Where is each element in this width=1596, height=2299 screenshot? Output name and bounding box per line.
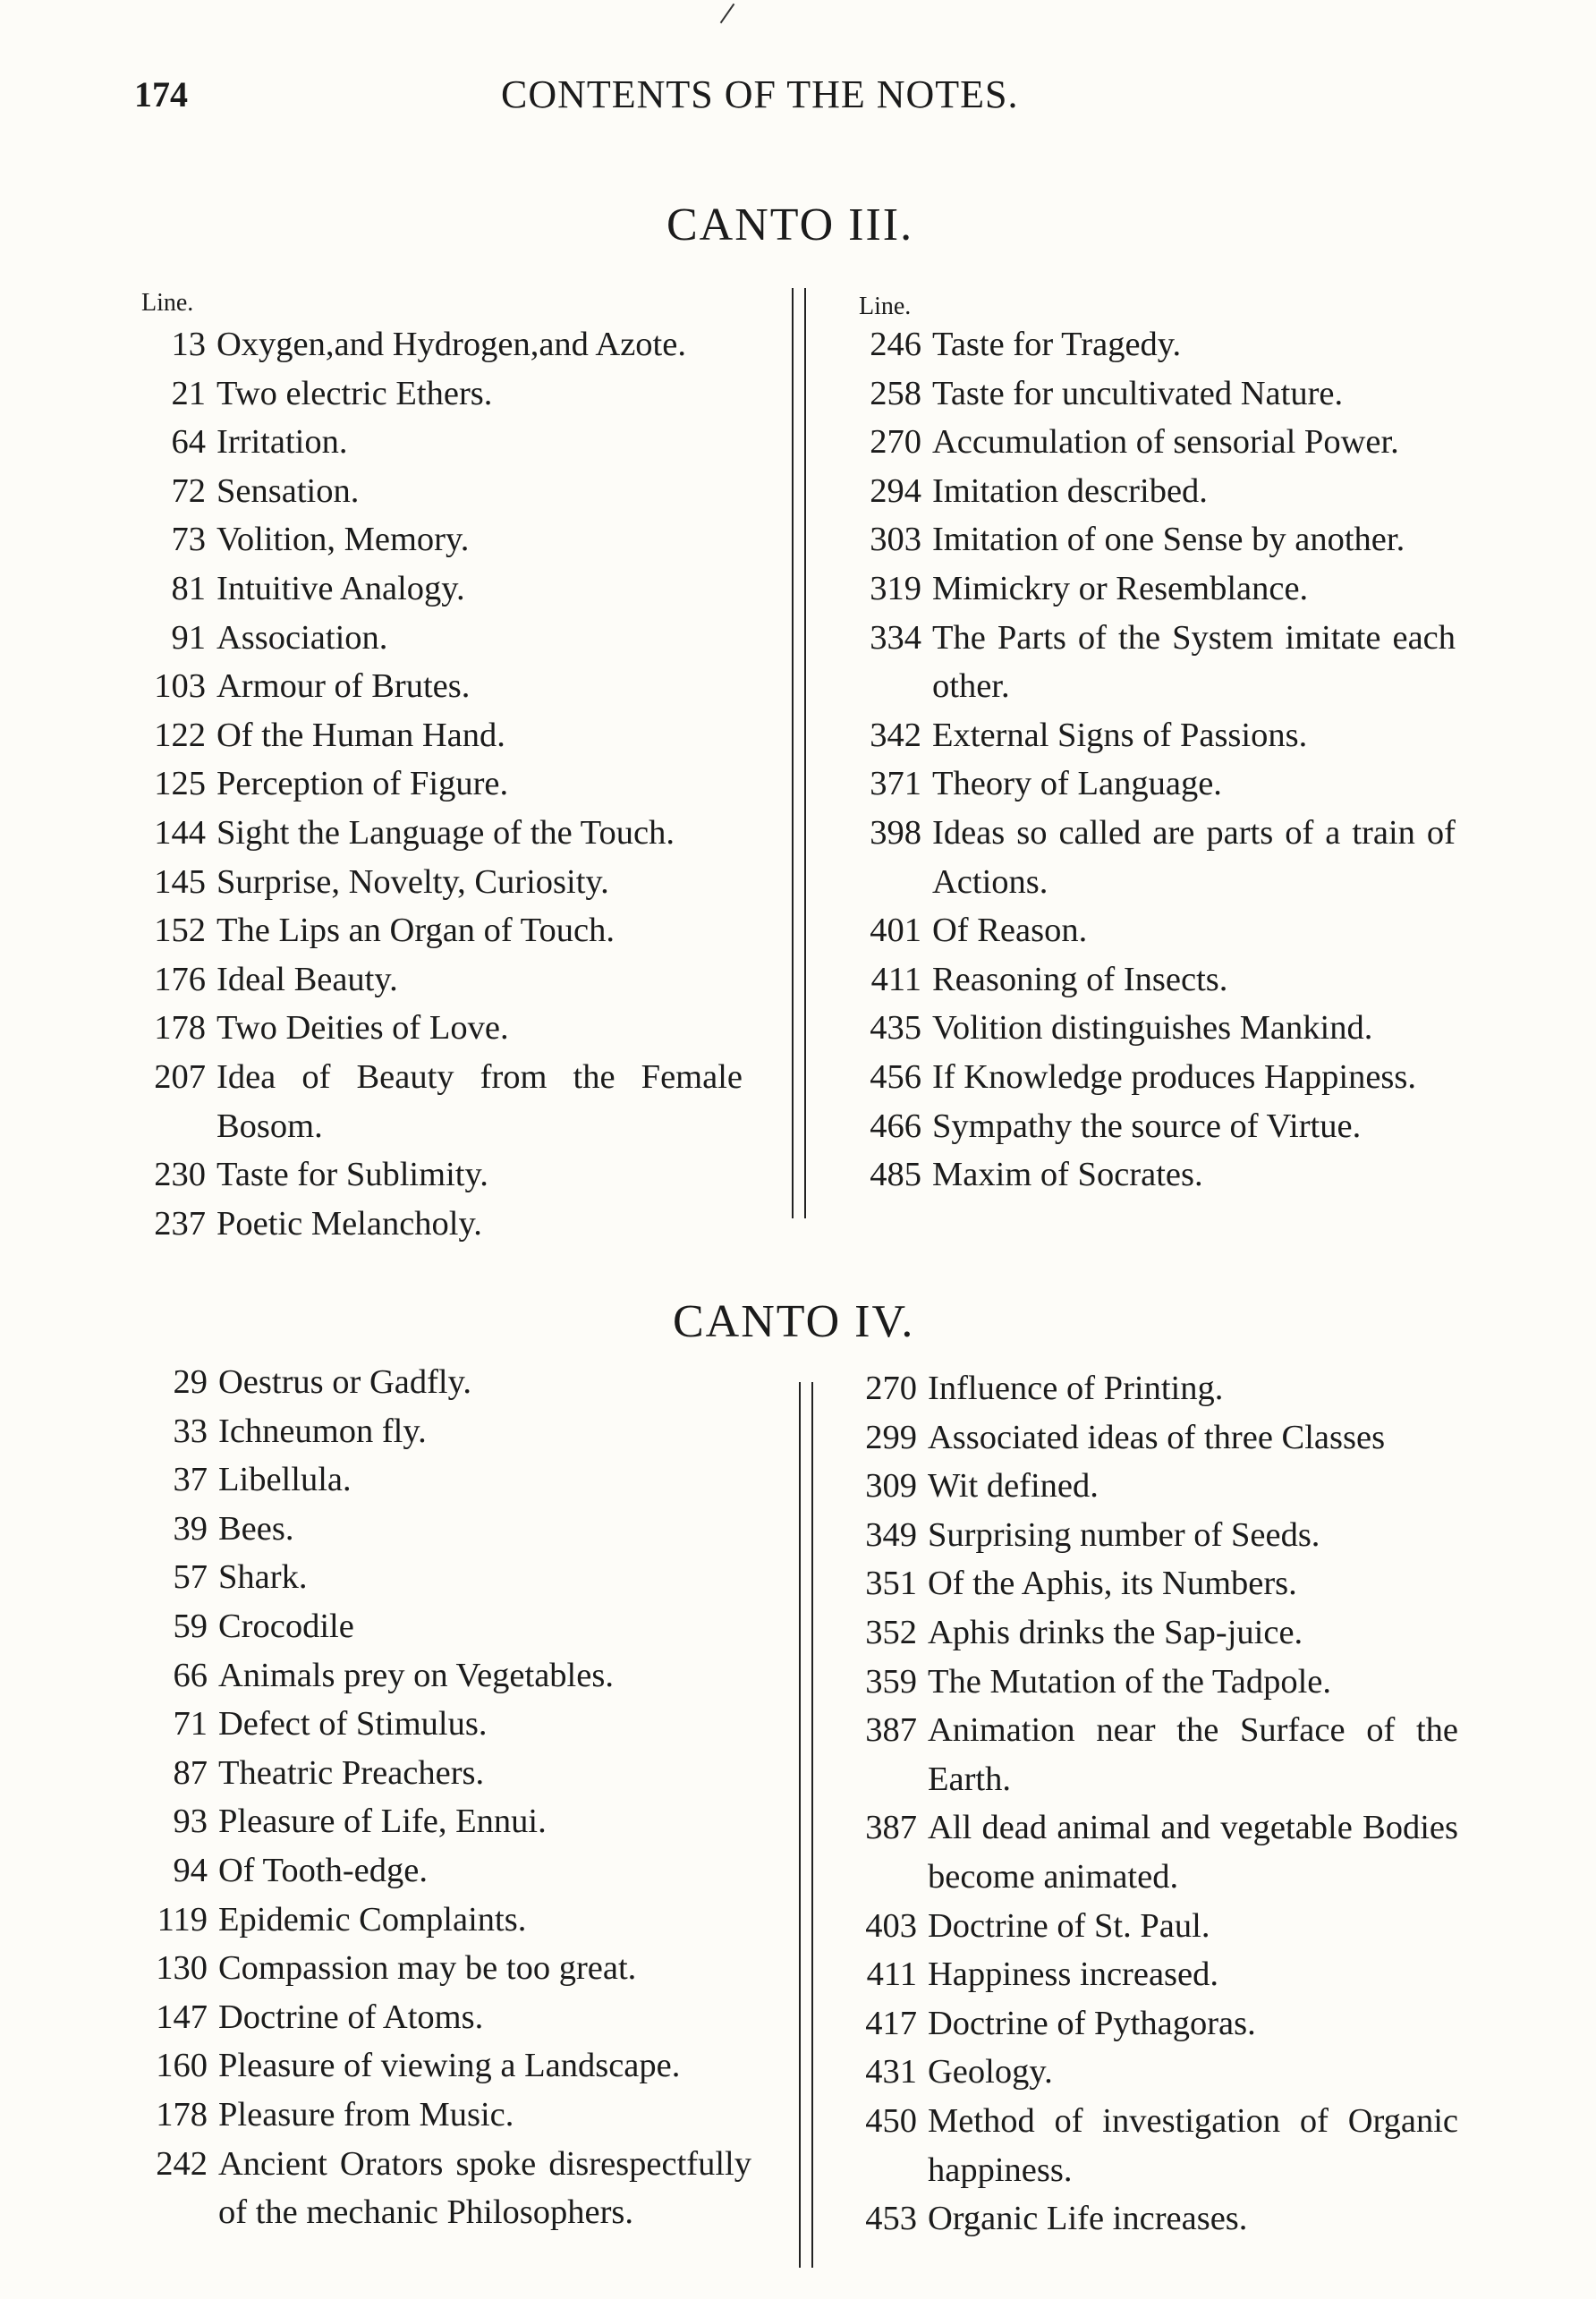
- entry-title: Armour of Brutes.: [216, 667, 471, 706]
- contents-entry: [134, 1150, 743, 1200]
- line-number: 294: [870, 471, 921, 510]
- canto-iii-left-column: [134, 320, 743, 1248]
- contents-entry: [134, 2140, 751, 2237]
- contents-entry: [854, 614, 1456, 711]
- entry-title: Associated ideas of three Classes: [928, 1418, 1386, 1456]
- contents-entry: [134, 1200, 743, 1249]
- line-number: 73: [171, 521, 206, 559]
- line-number: 160: [156, 2047, 208, 2085]
- line-number: 178: [156, 2095, 208, 2134]
- contents-entry: [854, 809, 1456, 906]
- contents-entry: [850, 1462, 1458, 1511]
- contents-entry: [134, 515, 743, 564]
- contents-entry: [850, 1902, 1458, 1951]
- line-number: 64: [171, 423, 206, 462]
- entry-title: The Parts of the System imitate each other.: [932, 618, 1456, 706]
- line-number: 242: [156, 2144, 208, 2183]
- contents-entry: [850, 1950, 1458, 1999]
- line-number: 91: [171, 618, 206, 657]
- entry-title: Imitation described.: [932, 471, 1208, 510]
- entry-title: Sensation.: [216, 471, 360, 510]
- entry-title: External Signs of Passions.: [932, 716, 1308, 754]
- line-number: 319: [870, 569, 921, 607]
- contents-entry: [134, 2091, 751, 2140]
- page-number: 174: [134, 74, 188, 115]
- entry-title: Of the Aphis, its Numbers.: [928, 1565, 1297, 1603]
- line-number: 435: [870, 1009, 921, 1048]
- contents-entry: [134, 1896, 751, 1945]
- line-number: 21: [171, 374, 206, 412]
- entry-title: Irritation.: [216, 423, 348, 462]
- line-number: 401: [870, 912, 921, 950]
- line-number: 351: [865, 1565, 917, 1603]
- line-number: 417: [865, 2004, 917, 2042]
- contents-entry: [134, 1993, 751, 2042]
- line-number: 144: [154, 813, 206, 852]
- contents-entry: [134, 1004, 743, 1053]
- entry-title: Animation near the Surface of the Earth.: [928, 1711, 1458, 1798]
- contents-entry: [854, 418, 1456, 467]
- entry-title: Ideas so called are parts of a train of Actions.: [932, 813, 1456, 901]
- column-divider-canto-iv: [799, 1382, 813, 2268]
- line-number: 456: [870, 1057, 921, 1096]
- contents-entry: [854, 1102, 1456, 1151]
- entry-title: Imitation of one Sense by another.: [932, 521, 1405, 559]
- line-number: 258: [870, 374, 921, 412]
- line-number: 349: [865, 1515, 917, 1554]
- entry-title: The Mutation of the Tadpole.: [928, 1662, 1332, 1701]
- contents-entry: [134, 906, 743, 955]
- entry-title: Two Deities of Love.: [216, 1009, 509, 1048]
- contents-entry: [134, 1455, 751, 1505]
- line-number: 450: [865, 2101, 917, 2140]
- contents-entry: [134, 1797, 751, 1846]
- contents-entry: [134, 1358, 751, 1407]
- line-number: 81: [171, 569, 206, 607]
- line-number: 125: [154, 765, 206, 803]
- entry-title: The Lips an Organ of Touch.: [216, 912, 615, 950]
- canto-iii-right-column: [854, 320, 1456, 1200]
- entry-title: All dead animal and vegetable Bodies become animated.: [928, 1809, 1458, 1896]
- entry-title: Two electric Ethers.: [216, 374, 493, 412]
- line-number: 59: [173, 1607, 208, 1645]
- line-number: 93: [173, 1803, 208, 1841]
- contents-entry: [850, 1413, 1458, 1463]
- entry-title: Pleasure of viewing a Landscape.: [218, 2047, 681, 2085]
- column-divider-canto-iii: [792, 288, 806, 1218]
- contents-entry: [854, 320, 1456, 369]
- contents-entry: [134, 320, 743, 369]
- entry-title: Taste for Sublimity.: [216, 1156, 488, 1194]
- entry-title: Influence of Printing.: [928, 1370, 1224, 1407]
- entry-title: Theory of Language.: [932, 765, 1222, 803]
- entry-title: Of Reason.: [932, 912, 1088, 950]
- entry-title: Of Tooth-edge.: [218, 1851, 428, 1889]
- contents-entry: [854, 759, 1456, 809]
- line-number: 371: [870, 765, 921, 803]
- line-column-label-left: Line.: [141, 289, 194, 317]
- contents-entry: [134, 467, 743, 516]
- entry-title: Oestrus or Gadfly.: [218, 1363, 471, 1401]
- entry-title: Defect of Stimulus.: [218, 1705, 488, 1743]
- entry-title: Of the Human Hand.: [216, 716, 505, 754]
- contents-entry: [850, 1364, 1458, 1413]
- contents-entry: [134, 369, 743, 419]
- contents-entry: [850, 2048, 1458, 2097]
- contents-entry: [850, 1706, 1458, 1803]
- entry-title: Surprise, Novelty, Curiosity.: [216, 862, 609, 901]
- entry-title: Association.: [216, 618, 388, 657]
- line-number: 303: [870, 521, 921, 559]
- entry-title: Oxygen,and Hydrogen,and Azote.: [216, 326, 686, 363]
- contents-entry: [134, 1700, 751, 1749]
- line-number: 147: [156, 1998, 208, 2036]
- entry-title: Organic Life increases.: [928, 2200, 1248, 2238]
- pen-mark: [720, 4, 735, 23]
- contents-entry: [134, 662, 743, 711]
- contents-entry: [854, 1053, 1456, 1102]
- line-number: 270: [865, 1370, 917, 1407]
- contents-entry: [134, 1944, 751, 1993]
- contents-entry: [850, 1559, 1458, 1608]
- entry-title: Volition, Memory.: [216, 521, 470, 559]
- line-number: 207: [154, 1057, 206, 1096]
- line-number: 66: [173, 1656, 208, 1694]
- contents-entry: [134, 955, 743, 1005]
- entry-title: Geology.: [928, 2053, 1053, 2091]
- line-number: 299: [865, 1418, 917, 1456]
- entry-title: Crocodile: [218, 1607, 354, 1645]
- contents-entry: [854, 1150, 1456, 1200]
- entry-title: Accumulation of sensorial Power.: [932, 423, 1399, 462]
- contents-entry: [854, 711, 1456, 760]
- canto-iv-left-column: [134, 1358, 751, 2237]
- contents-entry: [134, 1407, 751, 1456]
- line-number: 466: [870, 1107, 921, 1145]
- entry-title: Compassion may be too great.: [218, 1949, 637, 1988]
- line-number: 103: [154, 667, 206, 706]
- contents-entry: [134, 564, 743, 614]
- entry-title: Ideal Beauty.: [216, 960, 398, 998]
- contents-entry: [134, 418, 743, 467]
- contents-entry: [134, 711, 743, 760]
- entry-title: Intuitive Analogy.: [216, 569, 465, 607]
- line-number: 94: [173, 1851, 208, 1889]
- line-number: 334: [870, 618, 921, 657]
- contents-entry: [850, 1658, 1458, 1707]
- line-number: 411: [866, 1955, 917, 1994]
- contents-entry: [854, 906, 1456, 955]
- entry-title: If Knowledge produces Happiness.: [932, 1057, 1416, 1096]
- contents-entry: [134, 759, 743, 809]
- line-number: 387: [865, 1711, 917, 1750]
- line-number: 431: [865, 2053, 917, 2091]
- contents-entry: [850, 2097, 1458, 2194]
- contents-entry: [854, 467, 1456, 516]
- entry-title: Happiness increased.: [928, 1955, 1218, 1994]
- contents-entry: [854, 564, 1456, 614]
- entry-title: Sight the Language of the Touch.: [216, 813, 675, 852]
- entry-title: Doctrine of Pythagoras.: [928, 2004, 1256, 2042]
- entry-title: Shark.: [218, 1558, 308, 1597]
- line-number: 230: [154, 1156, 206, 1194]
- line-number: 145: [154, 862, 206, 901]
- line-number: 87: [173, 1753, 208, 1792]
- contents-entry: [134, 1553, 751, 1602]
- line-number: 57: [173, 1558, 208, 1597]
- entry-title: Taste for uncultivated Nature.: [932, 374, 1344, 412]
- contents-entry: [850, 2194, 1458, 2244]
- entry-title: Volition distinguishes Mankind.: [932, 1009, 1373, 1048]
- contents-entry: [850, 1803, 1458, 1901]
- entry-title: Taste for Tragedy.: [932, 326, 1182, 363]
- contents-entry: [134, 1846, 751, 1896]
- line-number: 122: [154, 716, 206, 754]
- line-column-label-right: Line.: [859, 293, 912, 320]
- entry-title: Ichneumon fly.: [218, 1412, 427, 1450]
- contents-entry: [854, 515, 1456, 564]
- contents-entry: [134, 858, 743, 907]
- entry-title: Sympathy the source of Virtue.: [932, 1107, 1362, 1145]
- line-number: 37: [173, 1461, 208, 1499]
- contents-entry: [854, 955, 1456, 1005]
- entry-title: Idea of Beauty from the Female Bosom.: [216, 1057, 743, 1145]
- line-number: 359: [865, 1662, 917, 1701]
- canto-iv-right-column: [850, 1364, 1458, 2244]
- entry-title: Maxim of Socrates.: [932, 1156, 1203, 1194]
- contents-entry: [854, 1004, 1456, 1053]
- canto-iv-title: CANTO IV.: [673, 1296, 915, 1347]
- entry-title: Method of investigation of Organic happiness.: [928, 2101, 1458, 2189]
- line-number: 29: [173, 1363, 208, 1401]
- line-number: 33: [173, 1412, 208, 1450]
- contents-entry: [134, 1053, 743, 1150]
- contents-entry: [134, 1602, 751, 1651]
- line-number: 309: [865, 1467, 917, 1506]
- contents-entry: [134, 1651, 751, 1701]
- entry-title: Epidemic Complaints.: [218, 1900, 527, 1938]
- entry-title: Libellula.: [218, 1461, 352, 1499]
- line-number: 237: [154, 1204, 206, 1243]
- line-number: 119: [157, 1900, 208, 1938]
- entry-title: Doctrine of St. Paul.: [928, 1906, 1210, 1945]
- line-number: 13: [171, 326, 206, 363]
- contents-entry: [850, 1608, 1458, 1658]
- line-number: 130: [156, 1949, 208, 1988]
- entry-title: Ancient Orators spoke disrespectfully of the mechanic Philosophers.: [218, 2144, 751, 2232]
- contents-entry: [850, 1999, 1458, 2049]
- entry-title: Pleasure of Life, Ennui.: [218, 1803, 547, 1841]
- line-number: 270: [870, 423, 921, 462]
- entry-title: Perception of Figure.: [216, 765, 509, 803]
- entry-title: Poetic Melancholy.: [216, 1204, 482, 1243]
- contents-entry: [850, 1511, 1458, 1560]
- line-number: 71: [173, 1705, 208, 1743]
- contents-entry: [134, 614, 743, 663]
- line-number: 178: [154, 1009, 206, 1048]
- line-number: 398: [870, 813, 921, 852]
- entry-title: Surprising number of Seeds.: [928, 1515, 1320, 1554]
- line-number: 403: [865, 1906, 917, 1945]
- line-number: 342: [870, 716, 921, 754]
- line-number: 246: [870, 326, 921, 363]
- entry-title: Mimickry or Resemblance.: [932, 569, 1309, 607]
- line-number: 72: [171, 471, 206, 510]
- contents-entry: [134, 1749, 751, 1798]
- line-number: 176: [154, 960, 206, 998]
- entry-title: Theatric Preachers.: [218, 1753, 485, 1792]
- line-number: 39: [173, 1509, 208, 1548]
- entry-title: Animals prey on Vegetables.: [218, 1656, 614, 1694]
- entry-title: Doctrine of Atoms.: [218, 1998, 484, 2036]
- line-number: 453: [865, 2200, 917, 2238]
- entry-title: Aphis drinks the Sap-juice.: [928, 1613, 1303, 1651]
- entry-title: Pleasure from Music.: [218, 2095, 514, 2134]
- entry-title: Reasoning of Insects.: [932, 960, 1228, 998]
- contents-entry: [134, 2041, 751, 2091]
- contents-entry: [134, 809, 743, 858]
- contents-entry: [134, 1505, 751, 1554]
- line-number: 387: [865, 1809, 917, 1847]
- running-title: CONTENTS OF THE NOTES.: [501, 72, 1019, 116]
- canto-iii-title: CANTO III.: [666, 199, 914, 250]
- line-number: 352: [865, 1613, 917, 1651]
- entry-title: Bees.: [218, 1509, 294, 1548]
- line-number: 152: [154, 912, 206, 950]
- entry-title: Wit defined.: [928, 1467, 1099, 1506]
- line-number: 485: [870, 1156, 921, 1194]
- line-number: 411: [870, 960, 921, 998]
- contents-entry: [854, 369, 1456, 419]
